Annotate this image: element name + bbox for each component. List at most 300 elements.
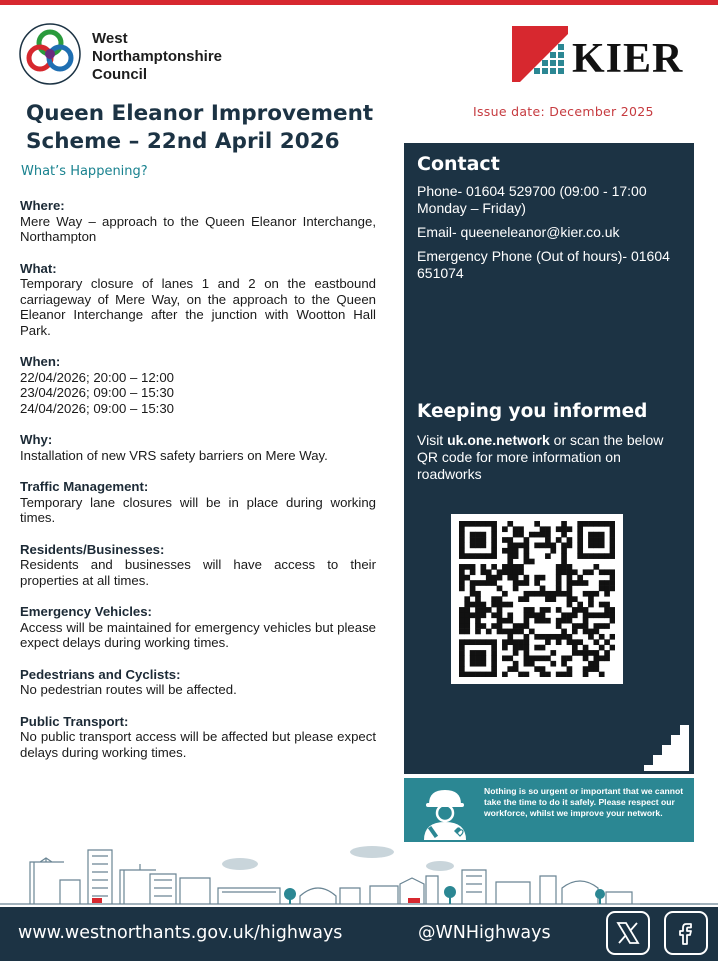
qr-module — [470, 672, 476, 677]
qr-module — [524, 548, 530, 554]
qr-module — [459, 532, 465, 538]
section-heading: Why: — [20, 432, 53, 447]
qr-module — [513, 532, 519, 538]
informed-text-after: or scan the below QR code for more information on roadworks — [417, 432, 664, 482]
section-residents-businesses — [20, 542, 376, 589]
qr-module — [567, 526, 573, 532]
qr-module — [577, 553, 583, 559]
qr-module — [604, 612, 610, 618]
qr-module — [518, 639, 524, 645]
qr-module — [491, 521, 497, 527]
qr-module — [583, 650, 589, 656]
qr-module — [524, 543, 530, 549]
qr-module — [583, 612, 589, 618]
qr-module — [545, 639, 551, 645]
stairs-icon — [644, 723, 689, 771]
qr-module — [464, 672, 470, 677]
qr-module — [588, 661, 594, 667]
qr-module — [604, 586, 610, 592]
qr-module — [610, 543, 615, 549]
intro-heading: What’s Happening? — [21, 164, 148, 179]
qr-module — [610, 575, 615, 581]
qr-module — [481, 623, 487, 629]
qr-module — [599, 553, 605, 559]
qr-module — [540, 586, 546, 592]
qr-module — [577, 575, 583, 581]
section-text: Installation of new VRS safety barriers on Mere Way. — [20, 447, 328, 463]
qr-module — [567, 580, 573, 586]
qr-module — [550, 591, 556, 597]
qr-module — [604, 569, 610, 575]
qr-module — [475, 661, 481, 667]
qr-module — [507, 537, 513, 543]
qr-module — [524, 607, 530, 613]
qr-module — [593, 612, 599, 618]
qr-module — [610, 645, 615, 651]
qr-module — [470, 612, 476, 618]
qr-module — [497, 575, 503, 581]
qr-module — [513, 553, 519, 559]
qr-module — [502, 602, 508, 608]
qr-module — [577, 602, 583, 608]
qr-module — [599, 543, 605, 549]
contact-phone[interactable]: Phone- 01604 529700 (09:00 - 17:00 Monday – Friday) — [417, 183, 647, 216]
x-social-button[interactable] — [606, 911, 650, 955]
qr-module — [567, 591, 573, 597]
section-public-transport — [20, 714, 376, 761]
qr-module — [540, 607, 546, 613]
qr-module — [577, 526, 583, 532]
qr-module — [588, 612, 594, 618]
qr-module — [604, 655, 610, 661]
qr-module — [604, 591, 610, 597]
qr-module — [470, 639, 476, 645]
qr-module — [572, 612, 578, 618]
qr-module — [524, 596, 530, 602]
qr-module — [481, 672, 487, 677]
qr-module — [524, 537, 530, 543]
qr-module — [534, 666, 540, 672]
qr-module — [513, 650, 519, 656]
qr-module — [561, 532, 567, 538]
qr-module — [497, 569, 503, 575]
qr-module — [588, 543, 594, 549]
qr-module — [464, 639, 470, 645]
qr-module — [567, 596, 573, 602]
qr-module — [561, 634, 567, 640]
worker-icon — [414, 782, 476, 840]
qr-module — [475, 537, 481, 543]
qr-module — [464, 607, 470, 613]
qr-module — [529, 612, 535, 618]
qr-module — [599, 580, 605, 586]
qr-module — [513, 639, 519, 645]
qr-module — [481, 569, 487, 575]
qr-module — [513, 548, 519, 554]
section-heading: Emergency Vehicles: — [20, 604, 152, 619]
qr-module — [524, 655, 530, 661]
qr-code[interactable] — [451, 514, 623, 684]
qr-module — [534, 645, 540, 651]
qr-module — [513, 569, 519, 575]
qr-module — [464, 521, 470, 527]
title-line: Queen Eleanor Improvement — [26, 101, 374, 126]
qr-module — [610, 612, 615, 618]
qr-module — [561, 655, 567, 661]
qr-module — [524, 645, 530, 651]
qr-module — [459, 564, 465, 570]
qr-module — [593, 666, 599, 672]
qr-module — [577, 623, 583, 629]
qr-module — [524, 639, 530, 645]
qr-module — [470, 591, 476, 597]
section-traffic-management — [20, 479, 376, 526]
section-text: Temporary lane closures will be in place during working times. — [20, 494, 376, 525]
qr-module — [572, 629, 578, 635]
section-text: Mere Way – approach to the Queen Eleanor Interchange, Northampton — [20, 213, 376, 244]
qr-module — [534, 618, 540, 624]
qr-module — [464, 623, 470, 629]
page-title — [26, 100, 406, 156]
qr-module — [583, 569, 589, 575]
contact-details — [417, 183, 687, 289]
section-heading: Public Transport: — [20, 713, 129, 729]
qr-module — [524, 575, 530, 581]
qr-module — [588, 634, 594, 640]
qr-module — [518, 569, 524, 575]
qr-module — [556, 591, 562, 597]
qr-code-icon — [459, 521, 615, 677]
qr-module — [599, 602, 605, 608]
contact-email[interactable]: Email- queeneleanor@kier.co.uk — [417, 224, 620, 240]
qr-module — [545, 672, 551, 677]
qr-module — [540, 612, 546, 618]
date-line: 22/04/2026; 20:00 – 12:00 — [20, 369, 174, 385]
qr-module — [577, 607, 583, 613]
qr-module — [534, 575, 540, 581]
qr-module — [513, 645, 519, 651]
qr-module — [610, 580, 615, 586]
section-heading: What: — [20, 260, 57, 276]
qr-module — [497, 623, 503, 629]
qr-module — [588, 521, 594, 527]
qr-module — [524, 623, 530, 629]
qr-module — [583, 672, 589, 677]
qr-module — [588, 666, 594, 672]
qr-module — [534, 543, 540, 549]
top-accent-bar — [0, 0, 718, 5]
qr-module — [561, 591, 567, 597]
qr-module — [545, 618, 551, 624]
date-line: 24/04/2026; 09:00 – 15:30 — [20, 400, 174, 416]
qr-module — [470, 521, 476, 527]
twitter-handle[interactable]: @WNHighways — [418, 923, 551, 943]
qr-module — [556, 618, 562, 624]
qr-module — [459, 537, 465, 543]
council-name — [92, 30, 222, 84]
qr-module — [583, 553, 589, 559]
qr-module — [610, 521, 615, 527]
qr-module — [577, 537, 583, 543]
qr-module — [491, 612, 497, 618]
qr-module — [567, 634, 573, 640]
qr-module — [577, 532, 583, 538]
qr-module — [524, 618, 530, 624]
qr-module — [572, 623, 578, 629]
qr-module — [604, 553, 610, 559]
qr-module — [481, 553, 487, 559]
qr-module — [459, 548, 465, 554]
qr-module — [577, 521, 583, 527]
qr-module — [610, 553, 615, 559]
qr-module — [459, 661, 465, 667]
qr-module — [604, 602, 610, 608]
qr-module — [556, 634, 562, 640]
qr-module — [491, 650, 497, 656]
qr-module — [486, 580, 492, 586]
qr-module — [502, 548, 508, 554]
qr-module — [475, 553, 481, 559]
section-heading: Traffic Management: — [20, 479, 149, 494]
footer — [0, 907, 718, 961]
qr-module — [556, 639, 562, 645]
qr-module — [459, 623, 465, 629]
qr-module — [513, 586, 519, 592]
safety-banner — [404, 778, 694, 842]
qr-module — [561, 618, 567, 624]
qr-module — [507, 634, 513, 640]
qr-module — [572, 569, 578, 575]
qr-module — [507, 569, 513, 575]
qr-module — [583, 623, 589, 629]
qr-module — [540, 526, 546, 532]
qr-module — [459, 580, 465, 586]
contact-emergency-phone[interactable]: Emergency Phone (Out of hours)- 01604 651074 — [417, 248, 670, 281]
qr-module — [545, 634, 551, 640]
qr-module — [556, 623, 562, 629]
facebook-social-button[interactable] — [664, 911, 708, 955]
qr-module — [497, 618, 503, 624]
qr-module — [481, 532, 487, 538]
qr-module — [475, 655, 481, 661]
qr-module — [556, 537, 562, 543]
qr-module — [567, 537, 573, 543]
qr-module — [567, 639, 573, 645]
qr-module — [475, 521, 481, 527]
qr-module — [572, 639, 578, 645]
qr-module — [459, 655, 465, 661]
qr-module — [524, 650, 530, 656]
qr-module — [470, 543, 476, 549]
qr-module — [502, 645, 508, 651]
qr-module — [464, 618, 470, 624]
title-line: Scheme – 22nd April 2026 — [26, 129, 340, 154]
contact-heading: Contact — [417, 153, 500, 175]
qr-module — [529, 532, 535, 538]
section-where — [20, 198, 376, 245]
qr-module — [464, 553, 470, 559]
qr-module — [518, 629, 524, 635]
section-text: Residents and businesses will have access to their properties at all times. — [20, 557, 376, 588]
qr-module — [599, 634, 605, 640]
qr-module — [561, 661, 567, 667]
qr-module — [593, 591, 599, 597]
qr-module — [491, 537, 497, 543]
qr-module — [491, 672, 497, 677]
qr-module — [507, 629, 513, 635]
section-text: No public transport access will be affected but please expect delays during working times. — [20, 729, 376, 760]
section-text: No pedestrian routes will be affected. — [20, 682, 237, 697]
qr-module — [486, 575, 492, 581]
qr-module — [610, 537, 615, 543]
qr-module — [556, 575, 562, 581]
qr-module — [470, 586, 476, 592]
qr-module — [459, 575, 465, 581]
qr-module — [599, 586, 605, 592]
qr-module — [534, 580, 540, 586]
qr-module — [459, 569, 465, 575]
qr-module — [604, 650, 610, 656]
qr-module — [481, 564, 487, 570]
qr-module — [529, 661, 535, 667]
qr-module — [459, 586, 465, 592]
qr-module — [567, 612, 573, 618]
qr-module — [561, 564, 567, 570]
qr-module — [486, 629, 492, 635]
qr-module — [583, 666, 589, 672]
qr-module — [481, 607, 487, 613]
qr-module — [599, 655, 605, 661]
qr-module — [567, 655, 573, 661]
qr-module — [604, 580, 610, 586]
qr-module — [556, 586, 562, 592]
qr-module — [556, 580, 562, 586]
qr-module — [513, 661, 519, 667]
qr-module — [475, 543, 481, 549]
qr-module — [599, 672, 605, 677]
city-skyline-illustration — [0, 840, 718, 906]
qr-module — [470, 602, 476, 608]
qr-module — [475, 623, 481, 629]
qr-module — [588, 532, 594, 538]
qr-module — [550, 661, 556, 667]
qr-module — [529, 591, 535, 597]
qr-module — [470, 655, 476, 661]
facebook-icon — [673, 920, 699, 946]
qr-module — [524, 612, 530, 618]
qr-module — [491, 548, 497, 554]
one-network-link[interactable]: uk.one.network — [447, 432, 550, 448]
qr-module — [486, 672, 492, 677]
qr-module — [518, 645, 524, 651]
qr-module — [518, 596, 524, 602]
qr-module — [459, 650, 465, 656]
qr-module — [470, 553, 476, 559]
qr-module — [524, 580, 530, 586]
qr-module — [459, 639, 465, 645]
qr-module — [475, 618, 481, 624]
qr-module — [572, 645, 578, 651]
section-why — [20, 432, 376, 463]
qr-module — [529, 607, 535, 613]
safety-message: Nothing is so urgent or important that we cannot take the time to do it safely. Please respect our workforce, whilst we improve your network. — [484, 786, 684, 818]
section-when — [20, 354, 376, 416]
qr-module — [588, 629, 594, 635]
council-name-line: West — [92, 30, 128, 47]
qr-module — [540, 655, 546, 661]
qr-module — [470, 569, 476, 575]
qr-module — [507, 559, 513, 565]
contact-panel — [404, 143, 694, 774]
qr-module — [481, 521, 487, 527]
qr-module — [604, 639, 610, 645]
qr-module — [459, 521, 465, 527]
qr-module — [459, 526, 465, 532]
qr-module — [513, 526, 519, 532]
qr-module — [518, 543, 524, 549]
qr-module — [481, 543, 487, 549]
qr-module — [545, 596, 551, 602]
qr-module — [593, 655, 599, 661]
qr-module — [464, 596, 470, 602]
qr-module — [481, 661, 487, 667]
qr-module — [583, 629, 589, 635]
qr-module — [588, 591, 594, 597]
qr-module — [561, 548, 567, 554]
qr-module — [491, 553, 497, 559]
qr-module — [545, 543, 551, 549]
qr-module — [550, 543, 556, 549]
qr-module — [502, 672, 508, 677]
qr-module — [556, 526, 562, 532]
qr-module — [588, 569, 594, 575]
qr-module — [491, 655, 497, 661]
qr-module — [497, 629, 503, 635]
qr-module — [583, 618, 589, 624]
qr-module — [577, 650, 583, 656]
qr-module — [567, 586, 573, 592]
qr-module — [524, 634, 530, 640]
qr-module — [491, 661, 497, 667]
qr-module — [470, 537, 476, 543]
qr-module — [550, 596, 556, 602]
qr-module — [513, 666, 519, 672]
qr-module — [459, 629, 465, 635]
qr-module — [470, 580, 476, 586]
qr-module — [561, 612, 567, 618]
qr-module — [540, 575, 546, 581]
qr-module — [459, 666, 465, 672]
qr-module — [507, 564, 513, 570]
qr-module — [507, 543, 513, 549]
section-heading: Pedestrians and Cyclists: — [20, 666, 181, 682]
qr-module — [470, 532, 476, 538]
qr-module — [567, 569, 573, 575]
qr-module — [497, 607, 503, 613]
qr-module — [486, 607, 492, 613]
qr-module — [481, 612, 487, 618]
qr-module — [491, 564, 497, 570]
qr-module — [583, 607, 589, 613]
qr-module — [518, 564, 524, 570]
qr-module — [497, 602, 503, 608]
qr-module — [588, 537, 594, 543]
qr-module — [475, 591, 481, 597]
section-text: Access will be maintained for emergency vehicles but please expect delays during working times. — [20, 619, 376, 650]
highways-website-link[interactable]: www.westnorthants.gov.uk/highways — [18, 923, 343, 943]
qr-module — [524, 553, 530, 559]
qr-module — [540, 591, 546, 597]
